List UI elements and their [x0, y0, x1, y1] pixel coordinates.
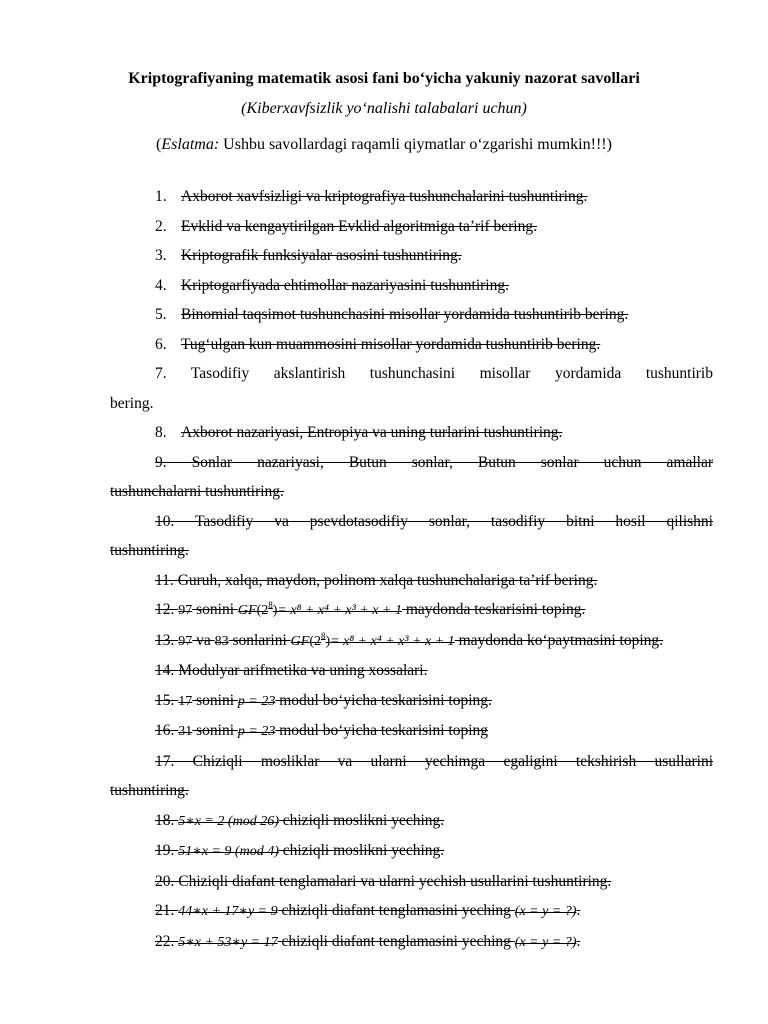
question-12: 12. 97 sonini $GF(2^8)= x^8 + x^4 + x^3 + x + 1$ maydonda teskarisini toping.: [155, 600, 586, 618]
question-21: 21. 44∗x + 17∗y = 9 chiziqli diafant tenglamasini yeching (x = y = ?).: [155, 902, 581, 919]
note-text: Ushbu savollardagi raqamli qiymatlar o‘zgarishi mumkin!!!): [219, 136, 612, 153]
question-7: 7. Tasodifiy akslantirish tushunchasini misollar yordamida tushuntirib: [155, 365, 713, 382]
document-title: Kriptografiyaning matematik asosi fani bo‘yicha yakuniy nazorat savollari: [128, 70, 640, 87]
question-16: 16. 31 sonini p = 23 modul bo‘yicha teskarisini toping: [155, 722, 489, 739]
question-2: 2. Evklid va kengaytirilgan Evklid algoritmiga ta’rif bering.: [155, 217, 537, 235]
question-11: 11. Guruh, xalqa, maydon, polinom xalqa tushunchalariga ta’rif bering.: [155, 571, 598, 589]
question-17-cont: tushuntiring.: [110, 782, 189, 799]
question-4: 4. Kriptogarfiyada ehtimollar nazariyasini tushuntiring.: [155, 276, 509, 294]
question-5: 5. Binomial taqsimot tushunchasini misollar yordamida tushuntirib bering.: [155, 306, 629, 323]
question-17: 17. Chiziqli mosliklar va ularni yechimga egaligini tekshirish usullarini: [155, 752, 714, 770]
question-3: 3. Kriptografik funksiyalar asosini tushuntiring.: [155, 247, 462, 264]
question-10: 10. Tasodifiy va psevdotasodifiy sonlar, tasodifiy bitni hosil qilishni: [155, 512, 713, 530]
question-8: 8. Axborot nazariyasi, Entropiya va uning turlarini tushuntiring.: [155, 424, 563, 441]
note-label: Eslatma:: [161, 136, 220, 153]
question-7-cont: bering.: [110, 394, 154, 412]
question-15: 15. 17 sonini p = 23 modul bo‘yicha teskarisini toping.: [155, 691, 492, 709]
question-9-cont: tushunchalarni tushuntiring.: [110, 483, 284, 500]
question-20: 20. Chiziqli diafant tenglamalari va ularni yechish usullarini tushuntiring.: [155, 872, 612, 890]
question-19: 19. 51∗x = 9 (mod 4) chiziqli moslikni yeching.: [155, 842, 445, 859]
question-10-cont: tushuntiring.: [110, 542, 189, 559]
questions-list: [110, 182, 713, 957]
question-18: 18. 5∗x ≡ 2 (mod 26) chiziqli moslikni yeching.: [155, 811, 445, 829]
question-14: 14. Modulyar arifmetika va uning xossalari.: [155, 662, 428, 679]
question-6: 6. Tug‘ulgan kun muammosini misollar yordamida tushuntirib bering.: [155, 335, 601, 353]
question-9: 9. Sonlar nazariyasi, Butun sonlar, Butun sonlar uchun amallar: [155, 453, 714, 471]
question-22: 22. 5∗x + 53∗y = 17 chiziqli diafant tenglamasini yeching (x = y = ?).: [155, 932, 581, 950]
document-subtitle: (Kiberxavfsizlik yo‘nalishi talabalari uchun): [241, 100, 527, 117]
question-1: 1. Axborot xavfsizligi va kriptografiya tushunchalarini tushuntiring.: [155, 188, 588, 205]
document-note: (Eslatma: Ushbu savollardagi raqamli qiymatlar o‘zgarishi mumkin!!!): [156, 136, 612, 153]
question-13: 13. 97 va 83 sonlarini $GF(2^8)= x^8 + x^4 + x^3 + x + 1$ maydonda ko‘paytmasini toping.: [155, 630, 664, 649]
